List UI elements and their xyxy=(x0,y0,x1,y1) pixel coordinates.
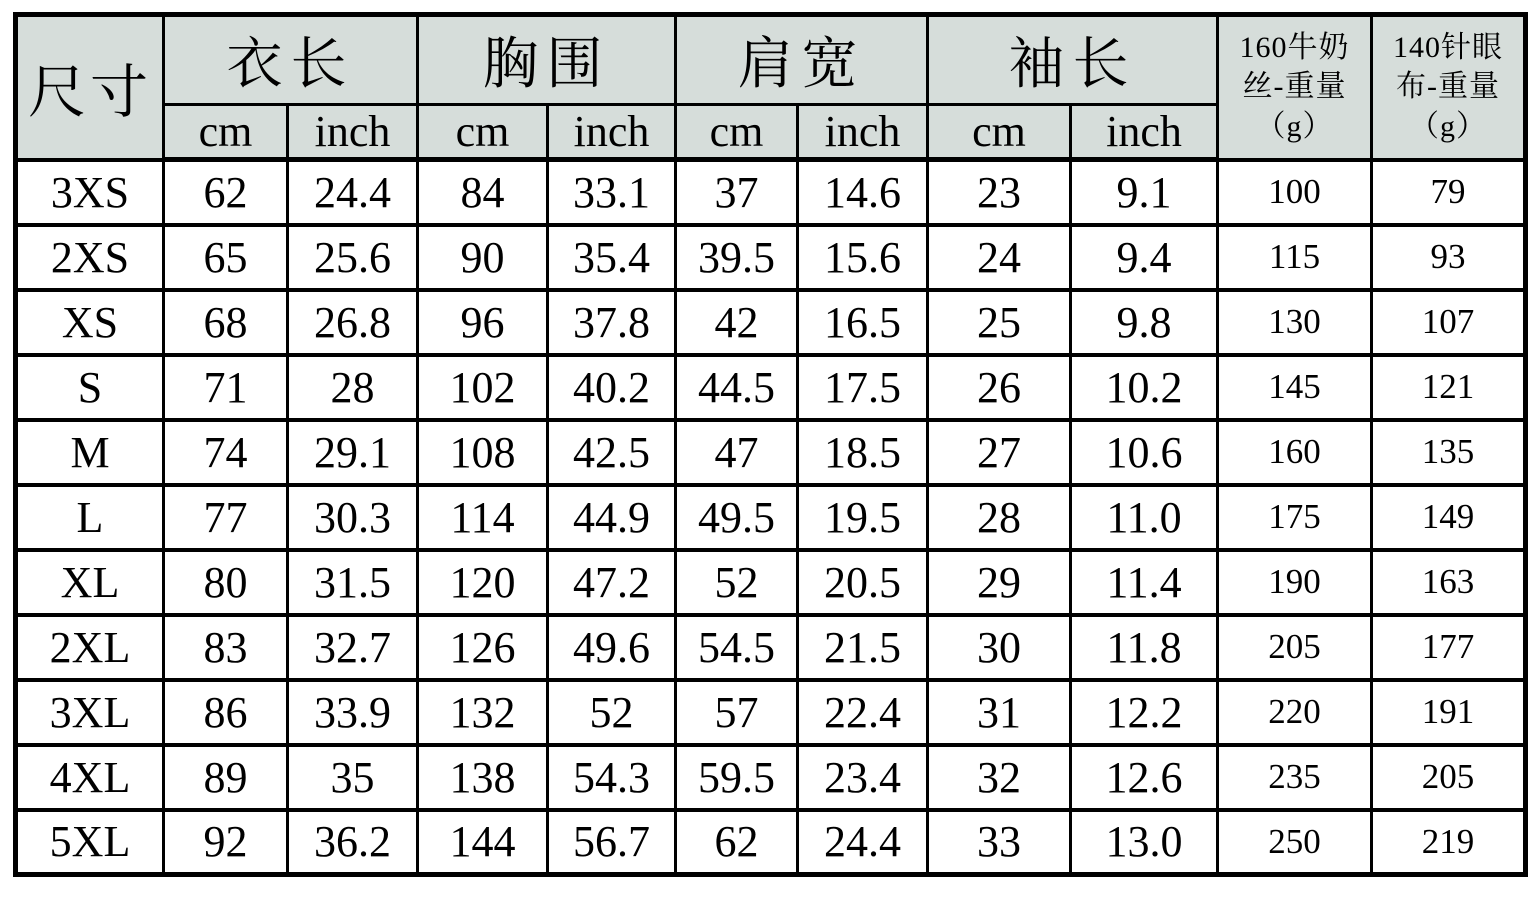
data-cell: 220 xyxy=(1218,680,1372,745)
table-row xyxy=(16,810,1526,875)
data-cell: 42 xyxy=(676,290,798,355)
header-weight-milk-silk-line1: 160牛奶 xyxy=(1239,30,1350,64)
data-cell: 10.2 xyxy=(1071,355,1218,420)
data-cell: 144 xyxy=(418,810,548,875)
data-cell: 28 xyxy=(288,355,418,420)
table-row xyxy=(16,225,1526,290)
size-chart-table xyxy=(13,12,1528,877)
data-cell: 235 xyxy=(1218,745,1372,810)
data-cell: 22.4 xyxy=(798,680,928,745)
data-cell: 37.8 xyxy=(548,290,676,355)
size-cell: 2XL xyxy=(16,615,164,680)
data-cell: 19.5 xyxy=(798,485,928,550)
size-cell: S xyxy=(16,355,164,420)
data-cell: 33.9 xyxy=(288,680,418,745)
data-cell: 89 xyxy=(164,745,288,810)
table-row xyxy=(16,420,1526,485)
data-cell: 13.0 xyxy=(1071,810,1218,875)
data-cell: 11.4 xyxy=(1071,550,1218,615)
data-cell: 30 xyxy=(928,615,1071,680)
data-cell: 80 xyxy=(164,550,288,615)
data-cell: 205 xyxy=(1218,615,1372,680)
data-cell: 49.5 xyxy=(676,485,798,550)
data-cell: 42.5 xyxy=(548,420,676,485)
data-cell: 37 xyxy=(676,160,798,225)
data-cell: 20.5 xyxy=(798,550,928,615)
data-cell: 86 xyxy=(164,680,288,745)
data-cell: 56.7 xyxy=(548,810,676,875)
data-cell: 177 xyxy=(1372,615,1526,680)
data-cell: 219 xyxy=(1372,810,1526,875)
data-cell: 65 xyxy=(164,225,288,290)
data-cell: 62 xyxy=(164,160,288,225)
data-cell: 130 xyxy=(1218,290,1372,355)
data-cell: 71 xyxy=(164,355,288,420)
header-group-shoulder-width: 肩宽 xyxy=(676,15,928,105)
header-row-groups xyxy=(16,15,1526,105)
data-cell: 54.3 xyxy=(548,745,676,810)
data-cell: 96 xyxy=(418,290,548,355)
size-cell: 3XS xyxy=(16,160,164,225)
data-cell: 250 xyxy=(1218,810,1372,875)
data-cell: 40.2 xyxy=(548,355,676,420)
data-cell: 28 xyxy=(928,485,1071,550)
data-cell: 160 xyxy=(1218,420,1372,485)
header-weight-milk-silk xyxy=(1218,15,1372,160)
data-cell: 16.5 xyxy=(798,290,928,355)
unit-header-inch: inch xyxy=(288,105,418,160)
data-cell: 36.2 xyxy=(288,810,418,875)
size-cell: 5XL xyxy=(16,810,164,875)
unit-header-cm: cm xyxy=(164,105,288,160)
table-row xyxy=(16,485,1526,550)
data-cell: 14.6 xyxy=(798,160,928,225)
table-row xyxy=(16,615,1526,680)
data-cell: 47.2 xyxy=(548,550,676,615)
data-cell: 18.5 xyxy=(798,420,928,485)
table-row xyxy=(16,290,1526,355)
data-cell: 126 xyxy=(418,615,548,680)
data-cell: 47 xyxy=(676,420,798,485)
data-cell: 49.6 xyxy=(548,615,676,680)
header-weight-eyelet-fabric-line2: 布-重量 xyxy=(1396,70,1500,104)
data-cell: 145 xyxy=(1218,355,1372,420)
data-cell: 138 xyxy=(418,745,548,810)
data-cell: 12.6 xyxy=(1071,745,1218,810)
data-cell: 39.5 xyxy=(676,225,798,290)
data-cell: 17.5 xyxy=(798,355,928,420)
table-row xyxy=(16,355,1526,420)
table-row xyxy=(16,680,1526,745)
data-cell: 9.1 xyxy=(1071,160,1218,225)
data-cell: 30.3 xyxy=(288,485,418,550)
unit-header-cm: cm xyxy=(676,105,798,160)
data-cell: 33.1 xyxy=(548,160,676,225)
data-cell: 52 xyxy=(676,550,798,615)
data-cell: 205 xyxy=(1372,745,1526,810)
data-cell: 190 xyxy=(1218,550,1372,615)
data-cell: 84 xyxy=(418,160,548,225)
data-cell: 24.4 xyxy=(798,810,928,875)
data-cell: 15.6 xyxy=(798,225,928,290)
table-row xyxy=(16,745,1526,810)
data-cell: 11.0 xyxy=(1071,485,1218,550)
data-cell: 93 xyxy=(1372,225,1526,290)
data-cell: 32.7 xyxy=(288,615,418,680)
data-cell: 26.8 xyxy=(288,290,418,355)
header-size: 尺寸 xyxy=(16,15,164,160)
data-cell: 108 xyxy=(418,420,548,485)
data-cell: 10.6 xyxy=(1071,420,1218,485)
data-cell: 31 xyxy=(928,680,1071,745)
unit-header-inch: inch xyxy=(548,105,676,160)
data-cell: 62 xyxy=(676,810,798,875)
data-cell: 32 xyxy=(928,745,1071,810)
data-cell: 9.4 xyxy=(1071,225,1218,290)
header-weight-eyelet-fabric xyxy=(1372,15,1526,160)
unit-header-inch: inch xyxy=(798,105,928,160)
table-row xyxy=(16,550,1526,615)
size-cell: XL xyxy=(16,550,164,615)
data-cell: 25.6 xyxy=(288,225,418,290)
data-cell: 57 xyxy=(676,680,798,745)
data-cell: 54.5 xyxy=(676,615,798,680)
data-cell: 74 xyxy=(164,420,288,485)
data-cell: 29 xyxy=(928,550,1071,615)
data-cell: 114 xyxy=(418,485,548,550)
data-cell: 102 xyxy=(418,355,548,420)
data-cell: 135 xyxy=(1372,420,1526,485)
data-cell: 83 xyxy=(164,615,288,680)
size-cell: 4XL xyxy=(16,745,164,810)
data-cell: 11.8 xyxy=(1071,615,1218,680)
header-group-sleeve-length: 袖长 xyxy=(928,15,1218,105)
data-cell: 191 xyxy=(1372,680,1526,745)
header-group-garment-length: 衣长 xyxy=(164,15,418,105)
data-cell: 92 xyxy=(164,810,288,875)
header-weight-milk-silk-line3: （g） xyxy=(1255,110,1334,144)
header-weight-eyelet-fabric-line1: 140针眼 xyxy=(1393,30,1503,64)
data-cell: 9.8 xyxy=(1071,290,1218,355)
data-cell: 79 xyxy=(1372,160,1526,225)
data-cell: 24 xyxy=(928,225,1071,290)
data-cell: 163 xyxy=(1372,550,1526,615)
data-cell: 35 xyxy=(288,745,418,810)
table-row xyxy=(16,160,1526,225)
data-cell: 26 xyxy=(928,355,1071,420)
data-cell: 90 xyxy=(418,225,548,290)
data-cell: 59.5 xyxy=(676,745,798,810)
data-cell: 175 xyxy=(1218,485,1372,550)
data-cell: 24.4 xyxy=(288,160,418,225)
unit-header-cm: cm xyxy=(928,105,1071,160)
data-cell: 31.5 xyxy=(288,550,418,615)
data-cell: 21.5 xyxy=(798,615,928,680)
data-cell: 115 xyxy=(1218,225,1372,290)
unit-header-cm: cm xyxy=(418,105,548,160)
data-cell: 29.1 xyxy=(288,420,418,485)
size-cell: XS xyxy=(16,290,164,355)
data-cell: 35.4 xyxy=(548,225,676,290)
size-cell: 2XS xyxy=(16,225,164,290)
data-cell: 100 xyxy=(1218,160,1372,225)
data-cell: 44.9 xyxy=(548,485,676,550)
size-cell: L xyxy=(16,485,164,550)
data-cell: 33 xyxy=(928,810,1071,875)
data-cell: 107 xyxy=(1372,290,1526,355)
data-cell: 12.2 xyxy=(1071,680,1218,745)
size-cell: M xyxy=(16,420,164,485)
data-cell: 52 xyxy=(548,680,676,745)
data-cell: 120 xyxy=(418,550,548,615)
unit-header-inch: inch xyxy=(1071,105,1218,160)
data-cell: 132 xyxy=(418,680,548,745)
header-weight-milk-silk-line2: 丝-重量 xyxy=(1242,70,1347,104)
data-cell: 23 xyxy=(928,160,1071,225)
header-group-chest: 胸围 xyxy=(418,15,676,105)
data-cell: 77 xyxy=(164,485,288,550)
data-cell: 68 xyxy=(164,290,288,355)
data-cell: 44.5 xyxy=(676,355,798,420)
size-cell: 3XL xyxy=(16,680,164,745)
data-cell: 27 xyxy=(928,420,1071,485)
data-cell: 121 xyxy=(1372,355,1526,420)
header-weight-eyelet-fabric-line3: （g） xyxy=(1409,110,1487,144)
data-cell: 25 xyxy=(928,290,1071,355)
data-cell: 149 xyxy=(1372,485,1526,550)
data-cell: 23.4 xyxy=(798,745,928,810)
